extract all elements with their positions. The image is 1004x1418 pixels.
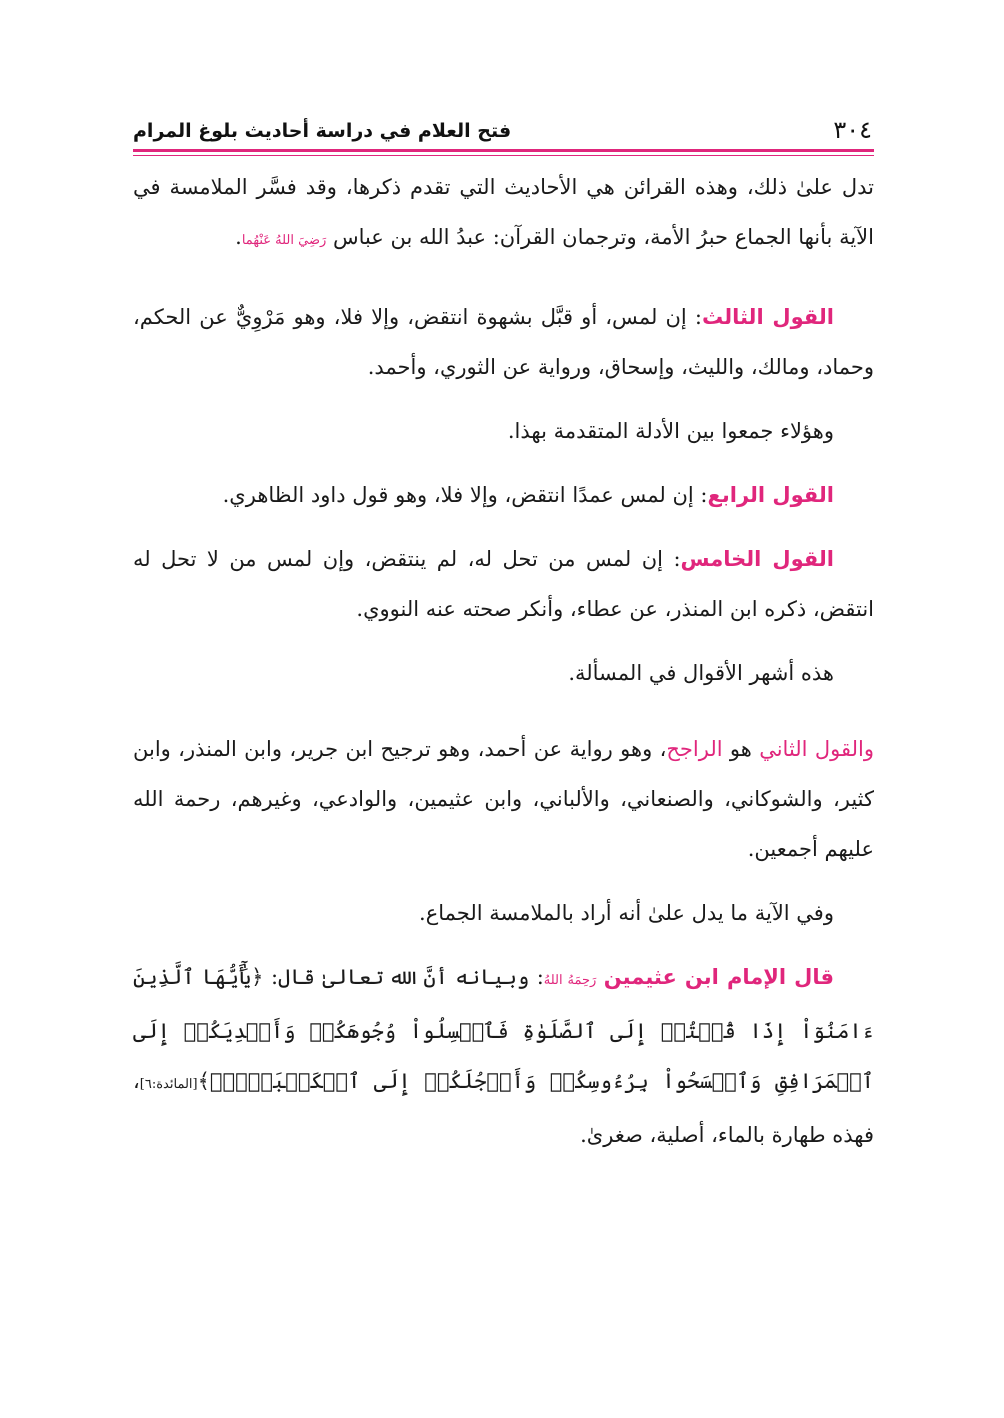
paragraph-text: وهؤلاء جمعوا بين الأدلة المتقدمة بهذا. [507,419,834,443]
paragraph-8 [133,888,874,938]
section-term: القول الخامس [680,547,834,571]
paragraph-1 [133,162,874,266]
paragraph-mid: هو [722,737,760,761]
page-header [133,108,874,148]
paragraph-3 [133,406,874,456]
paragraph-third-opinion [133,292,874,392]
paragraph-text: : إن لمس من تحل له، لم ينتقض، وإن لمس من لا تحل له انتقض، ذكره ابن المنذر، عن عطاء، وأنكر صحته عنه النووي. [133,547,874,621]
section-term: القول الرابع [707,483,834,507]
paragraph-end: . [235,225,242,249]
honorific-glyph: رَحِمَهُ اللهُ [543,973,597,988]
paragraph-end: ، فهذه طهارة بالماء، أصلية، صغرىٰ. [133,1069,874,1147]
section-term: قال الإمام ابن عثيمين [603,965,834,989]
quran-verse: ﴿يَٰٓأَيُّهَا ٱلَّذِينَ ءَامَنُوٓاْ إِذَا قُمۡتُمۡ إِلَى ٱلصَّلَوٰةِ فَٱغۡسِلُواْ وُجُوهَكُمۡ وَأَيۡدِيَكُمۡ إِلَى ٱلۡمَرَافِقِ وَٱمۡسَحُواْ بِرُءُوسِكُمۡ وَأَرۡجُلَكُمۡ إِلَى ٱلۡكَعۡبَيۡنِۚ﴾ [133,965,874,1093]
paragraph-intro: : وبيانه أنَّ الله تعالىٰ قال: [263,965,544,989]
paragraph-text: : إن لمس، أو قبَّل بشهوة انتقض، وإلا فلا، وهو مَرْوِيٌّ عن الحكم، وحماد، ومالك، والليث، وإسحاق، ورواية عن الثوري، وأحمد. [133,305,874,379]
preferred-highlight: الراجح [666,737,723,761]
verse-citation: [المائدة:٦] [139,1077,198,1092]
paragraph-text: وفي الآية ما يدل علىٰ أنه أراد بالملامسة الجماع. [419,901,834,925]
page-number: ٣٠٤ [833,116,872,144]
paragraph-ibn-uthaymeen [133,952,874,1160]
honorific-glyph: رَضِيَ اللهُ عَنْهُما [241,233,327,248]
book-title: فتح العلام في دراسة أحاديث بلوغ المرام [133,120,512,142]
paragraph-text: تدل علىٰ ذلك، وهذه القرائن هي الأحاديث التي تقدم ذكرها، وقد فسَّر الملامسة في الآية بأنها الجماع حبرُ الأمة، وترجمان القرآن: عبدُ الله بن عباس [133,175,874,249]
paragraph-fifth-opinion [133,534,874,634]
section-term: القول الثالث [701,305,834,329]
header-rule-thick [133,149,874,152]
paragraph-fourth-opinion [133,470,874,520]
preferred-lead: والقول الثاني [759,737,874,761]
paragraph-6 [133,648,874,698]
paragraph-text: هذه أشهر الأقوال في المسألة. [568,661,834,685]
header-rule-thin [133,155,874,156]
page-body [133,162,874,1160]
paragraph-preferred-opinion [133,724,874,874]
paragraph-text: : إن لمس عمدًا انتقض، وإلا فلا، وهو قول داود الظاهري. [222,483,708,507]
paragraph-text: ، وهو رواية عن أحمد، وهو ترجيح ابن جرير، وابن المنذر، وابن كثير، والشوكاني، والصنعاني، والألباني، وابن عثيمين، والوادعي، وغيرهم، رحمة الله عليهم أجمعين. [133,737,874,861]
